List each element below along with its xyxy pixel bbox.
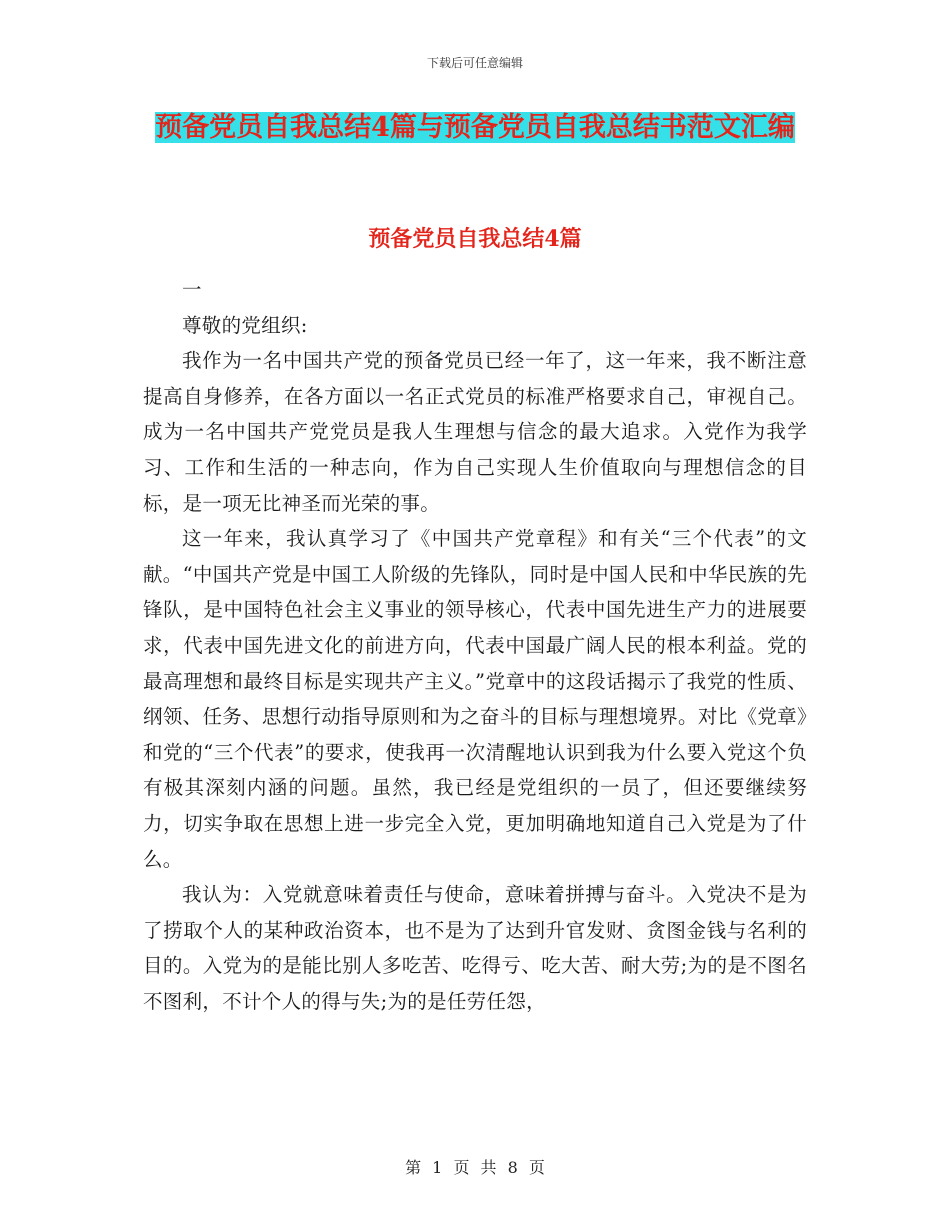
section-title: 预备党员自我总结4篇: [368, 226, 582, 252]
paragraph: 我作为一名中国共产党的预备党员已经一年了，这一年来，我不断注意提高自身修养，在各方面以一名正式党员的标准严格要求自己，审视自己。 成为一名中国共产党党员是我人生理想与信念的最大追求。入党作为我学习、工作和生活的一种志向，作为自己实现人生价值取向与理想信念的目标，是一项无比神圣而光荣的事。: [143, 349, 807, 515]
paragraph: 这一年来，我认真学习了《中国共产党章程》和有关“三个代表”的文献。“中国共产党是中国工人阶级的先锋队，同时是中国人民和中华民族的先锋队，是中国特色社会主义事业的领导核心，代表中国先进生产力的进展要求，代表中国先进文化的前进方向，代表中国最广阔人民的根本利益。党的最高理想和最终目标是实现共产主义。”党章中的这段话揭示了我党的性质、纲领、任务、思想行动指导原则和为之奋斗的目标与理想境界。对比《党章》和党的“三个代表”的要求，使我再一次清醒地认识到我为什么要入党这个负有极其深刻内涵的问题。虽然，我已经是党组织的一员了，但还要继续努力，切实争取在思想上进一步完全入党，更加明确地知道自己入党是为了什么。: [143, 527, 807, 871]
page-header-note: 下载后可任意编辑: [426, 56, 523, 70]
page-number-footer: 第 1 页 共 8 页: [405, 1158, 545, 1177]
document-title: [120, 106, 830, 149]
document-body: [143, 272, 807, 1019]
paragraph: 我认为：入党就意味着责任与使命，意味着拼搏与奋斗。入党决不是为了捞取个人的某种政治资本，也不是为了达到升官发财、贪图金钱与名利的目的。入党为的是能比别人多吃苦、吃得亏、吃大苦、耐大劳;为的是不图名不图利，不计个人的得与失;为的是任劳任怨，: [143, 883, 807, 1013]
paragraph-numeral: 一: [182, 278, 202, 301]
document-title-text: 预备党员自我总结4篇与预备党员自我总结书范文汇编: [155, 112, 795, 143]
paragraph-salutation: 尊敬的党组织:: [182, 313, 308, 337]
